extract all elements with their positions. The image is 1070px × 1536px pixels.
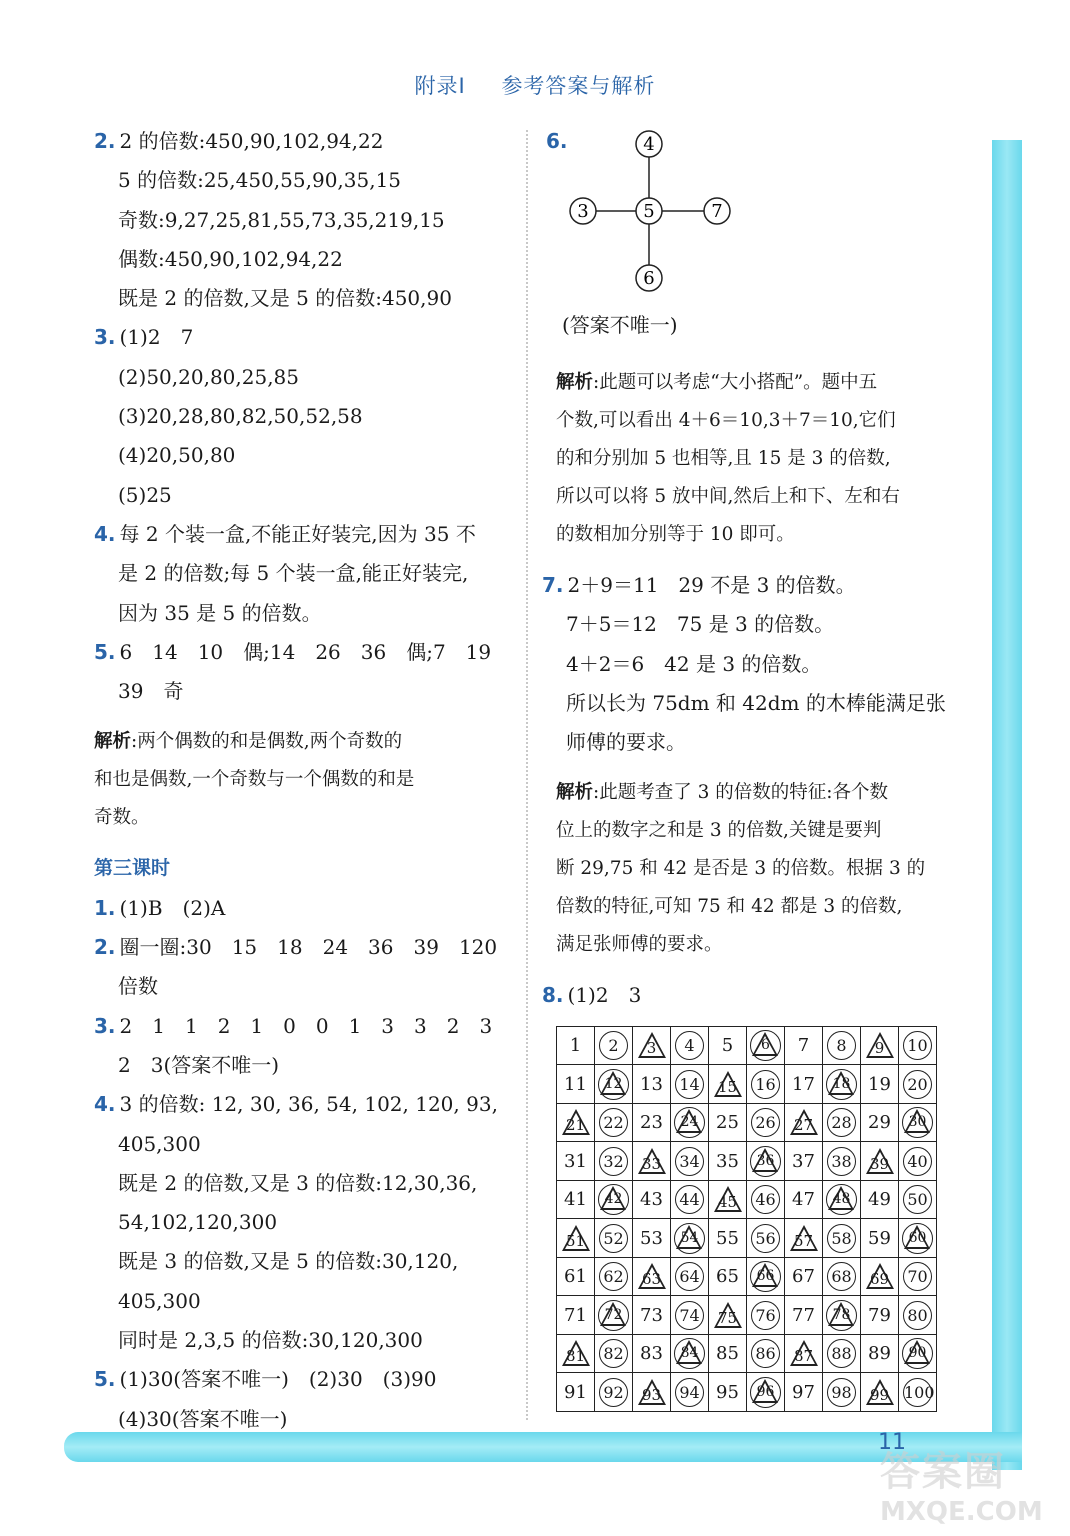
grid-cell	[899, 1180, 937, 1219]
circle-mark: 26	[751, 1108, 780, 1137]
plain-number: 1	[569, 1035, 582, 1057]
circle-mark: 46	[751, 1185, 780, 1214]
explanation-line: :此题考查了 3 的倍数的特征:各个数	[593, 782, 889, 804]
grid-cell	[633, 1065, 671, 1104]
grid-cell	[671, 1219, 709, 1258]
plain-number: 65	[716, 1266, 739, 1288]
answer-note: (答案不唯一)	[562, 313, 678, 337]
grid-cell	[557, 1026, 595, 1065]
circle-triangle-mark: 72	[598, 1300, 629, 1331]
grid-cell	[747, 1142, 785, 1181]
answer-line: 倍数	[118, 974, 158, 999]
answer-6	[546, 122, 966, 352]
triangle-mark: 99	[865, 1379, 895, 1406]
plain-number: 97	[792, 1381, 815, 1403]
header-title: 参考答案与解析	[501, 74, 656, 98]
grid-cell	[823, 1026, 861, 1065]
grid-cell	[671, 1373, 709, 1412]
plain-number: 37	[792, 1150, 815, 1172]
circle-triangle-mark: 84	[674, 1338, 705, 1369]
section-answer-5	[94, 1360, 514, 1439]
grid-cell	[823, 1103, 861, 1142]
appendix-label: 附录Ⅰ	[414, 74, 466, 98]
grid-cell	[671, 1257, 709, 1296]
grid-cell	[899, 1257, 937, 1296]
grid-cell	[709, 1334, 747, 1373]
plain-number: 11	[564, 1073, 587, 1095]
circle-triangle-mark: 60	[902, 1223, 933, 1254]
circle-mark: 68	[827, 1262, 856, 1291]
circle-mark: 74	[675, 1301, 704, 1330]
grid-cell	[823, 1219, 861, 1258]
grid-cell	[747, 1257, 785, 1296]
circle-triangle-mark: 48	[826, 1184, 857, 1215]
grid-cell	[861, 1296, 899, 1335]
grid-cell	[785, 1219, 823, 1258]
circle-mark: 40	[903, 1147, 932, 1176]
grid-cell	[785, 1026, 823, 1065]
grid-cell	[785, 1257, 823, 1296]
answer-line: 既是 3 的倍数,又是 5 的倍数:30,120,	[118, 1249, 459, 1274]
answer-8	[542, 976, 966, 1411]
grid-cell	[861, 1219, 899, 1258]
section-heading: 第三课时	[94, 857, 171, 880]
grid-cell	[595, 1065, 633, 1104]
circle-triangle-mark: 42	[598, 1184, 629, 1215]
explanation-line: 满足张师傅的要求。	[556, 934, 723, 956]
question-number: 8.	[542, 983, 564, 1008]
left-column	[94, 122, 514, 1439]
grid-cell	[633, 1103, 671, 1142]
grid-cell	[709, 1257, 747, 1296]
plain-number: 31	[564, 1150, 587, 1172]
grid-cell	[785, 1103, 823, 1142]
grid-cell	[557, 1219, 595, 1258]
answer-line: 2＋9＝11 29 不是 3 的倍数。	[567, 573, 856, 597]
grid-cell	[823, 1142, 861, 1181]
triangle-mark: 3	[637, 1032, 667, 1059]
grid-cell	[899, 1334, 937, 1373]
grid-cell	[557, 1142, 595, 1181]
plain-number: 59	[868, 1227, 891, 1249]
plain-number: 19	[868, 1073, 891, 1095]
grid-cell	[747, 1103, 785, 1142]
answer-7	[542, 566, 966, 762]
circle-triangle-mark: 30	[902, 1107, 933, 1138]
plain-number: 73	[640, 1304, 663, 1326]
grid-cell	[899, 1142, 937, 1181]
page-number: 11	[878, 1430, 906, 1455]
circle-mark: 88	[827, 1339, 856, 1368]
answer-line: 圈一圈:30 15 18 24 36 39 120	[119, 935, 498, 960]
circle-mark: 44	[675, 1185, 704, 1214]
answer-line: 因为 35 是 5 的倍数。	[118, 600, 322, 625]
grid-cell	[595, 1373, 633, 1412]
circle-mark: 2	[599, 1031, 628, 1060]
grid-cell	[861, 1026, 899, 1065]
answer-line: 既是 2 的倍数,又是 3 的倍数:12,30,36,	[118, 1170, 478, 1195]
grid-cell	[557, 1334, 595, 1373]
grid-cell	[899, 1026, 937, 1065]
plain-number: 35	[716, 1150, 739, 1172]
answer-line: (1)2 3	[567, 983, 642, 1008]
grid-cell	[595, 1257, 633, 1296]
circle-mark: 92	[599, 1378, 628, 1407]
answer-line: 405,300	[118, 1131, 201, 1156]
circle-mark: 62	[599, 1262, 628, 1291]
answer-line: 2 3(答案不唯一)	[118, 1052, 280, 1077]
grid-cell	[709, 1026, 747, 1065]
explanation-line: 所以可以将 5 放中间,然后上和下、左和右	[556, 486, 900, 507]
section-answer-1	[94, 889, 514, 928]
question-number: 5.	[94, 1367, 116, 1392]
answer-line: 39 奇	[118, 679, 184, 704]
grid-cell	[671, 1026, 709, 1065]
question-number: 3.	[94, 325, 116, 350]
question-number: 6.	[546, 129, 568, 153]
circle-mark: 50	[903, 1185, 932, 1214]
triangle-mark: 63	[637, 1263, 667, 1290]
answer-line: (1)B (2)A	[119, 895, 226, 920]
answer-line: 师傅的要求。	[566, 730, 686, 755]
answer-3	[94, 318, 514, 514]
circle-triangle-mark: 78	[826, 1300, 857, 1331]
grid-cell	[557, 1296, 595, 1335]
grid-cell	[595, 1296, 633, 1335]
answer-line: 54,102,120,300	[118, 1210, 278, 1235]
grid-cell	[633, 1334, 671, 1373]
answer-line: 所以长为 75dm 和 42dm 的木棒能满足张	[566, 690, 946, 715]
plain-number: 67	[792, 1266, 815, 1288]
triangle-mark: 9	[865, 1032, 895, 1059]
node-top: 4	[643, 134, 655, 155]
question-number: 2.	[94, 935, 116, 960]
plain-number: 47	[792, 1189, 815, 1211]
plain-number: 23	[640, 1112, 663, 1134]
circle-mark: 14	[675, 1070, 704, 1099]
explanation-line: :此题可以考虑“大小搭配”。题中五	[593, 372, 878, 393]
answer-line: (2)50,20,80,25,85	[118, 364, 300, 389]
grid-cell	[595, 1334, 633, 1373]
watermark-logo-text: 答案圈	[880, 1449, 1006, 1495]
triangle-mark: 21	[561, 1109, 591, 1136]
grid-cell	[633, 1026, 671, 1065]
section-answer-4	[94, 1085, 514, 1360]
circle-mark: 4	[675, 1031, 704, 1060]
explanation-line: 断 29,75 和 42 是否是 3 的倍数。根据 3 的	[556, 858, 926, 880]
plain-number: 71	[564, 1304, 587, 1326]
explanation-line: :两个偶数的和是偶数,两个奇数的	[131, 731, 403, 753]
triangle-mark: 27	[789, 1109, 819, 1136]
grid-cell	[633, 1296, 671, 1335]
explanation-line: 的和分别加 5 也相等,且 15 是 3 的倍数,	[556, 448, 891, 469]
answer-line: 4＋2＝6 42 是 3 的倍数。	[566, 651, 822, 676]
grid-cell	[823, 1180, 861, 1219]
answer-line: 405,300	[118, 1288, 201, 1313]
grid-cell	[709, 1219, 747, 1258]
column-divider	[526, 130, 528, 1420]
explanation-line: 奇数。	[94, 807, 150, 829]
explanation-6	[556, 364, 966, 554]
decorative-band-right	[992, 140, 1022, 1470]
explanation-line: 的数相加分别等于 10 即可。	[556, 524, 795, 545]
grid-cell	[747, 1219, 785, 1258]
explanation-line: 个数,可以看出 4＋6＝10,3＋7＝10,它们	[556, 410, 896, 431]
question-number: 4.	[94, 521, 116, 546]
grid-cell	[785, 1296, 823, 1335]
circle-mark: 38	[827, 1147, 856, 1176]
triangle-mark: 15	[713, 1071, 743, 1098]
circle-mark: 32	[599, 1147, 628, 1176]
plain-number: 41	[564, 1189, 587, 1211]
circle-mark: 52	[599, 1224, 628, 1253]
circle-mark: 8	[827, 1031, 856, 1060]
grid-cell	[861, 1065, 899, 1104]
circle-mark: 58	[827, 1224, 856, 1253]
plain-number: 17	[792, 1073, 815, 1095]
explanation-label: 解析	[556, 372, 594, 393]
circle-triangle-mark: 18	[826, 1069, 857, 1100]
circle-triangle-mark: 90	[902, 1338, 933, 1369]
question-number: 5.	[94, 639, 116, 664]
triangle-mark: 93	[637, 1379, 667, 1406]
circle-mark: 86	[751, 1339, 780, 1368]
watermark-url: MXQE.COM	[880, 1497, 1043, 1527]
answer-5	[94, 633, 514, 712]
explanation-line: 和也是偶数,一个奇数与一个偶数的和是	[94, 769, 415, 791]
plain-number: 89	[868, 1343, 891, 1365]
plain-number: 53	[640, 1227, 663, 1249]
answer-line: (4)20,50,80	[118, 443, 236, 468]
answer-line: 5 的倍数:25,450,55,90,35,15	[118, 168, 402, 193]
plain-number: 77	[792, 1304, 815, 1326]
grid-cell	[785, 1334, 823, 1373]
right-column	[542, 122, 966, 1412]
answer-line: 同时是 2,3,5 的倍数:30,120,300	[118, 1328, 423, 1353]
grid-cell	[633, 1373, 671, 1412]
grid-cell	[747, 1065, 785, 1104]
explanation-line: 位上的数字之和是 3 的倍数,关键是要判	[556, 820, 882, 842]
grid-cell	[899, 1296, 937, 1335]
explanation-7	[556, 774, 966, 964]
grid-cell	[747, 1373, 785, 1412]
answer-2	[94, 122, 514, 318]
cross-diagram	[566, 130, 766, 310]
circle-mark: 28	[827, 1108, 856, 1137]
plain-number: 55	[716, 1227, 739, 1249]
grid-cell	[709, 1065, 747, 1104]
circle-triangle-mark: 6	[750, 1030, 781, 1061]
grid-cell	[899, 1103, 937, 1142]
node-bottom: 6	[643, 268, 655, 289]
section-answer-2	[94, 928, 514, 1007]
grid-cell	[557, 1180, 595, 1219]
grid-cell	[861, 1103, 899, 1142]
grid-cell	[595, 1103, 633, 1142]
answer-line: (3)20,28,80,82,50,52,58	[118, 404, 363, 429]
plain-number: 61	[564, 1266, 587, 1288]
circle-mark: 94	[675, 1378, 704, 1407]
grid-cell	[861, 1334, 899, 1373]
answer-line: 3 的倍数: 12, 30, 36, 54, 102, 120, 93,	[119, 1092, 498, 1117]
plain-number: 5	[721, 1035, 734, 1057]
answer-line: 是 2 的倍数;每 5 个装一盒,能正好装完,	[118, 561, 469, 586]
circle-mark: 16	[751, 1070, 780, 1099]
grid-cell	[899, 1219, 937, 1258]
answer-4	[94, 515, 514, 633]
triangle-mark: 81	[561, 1340, 591, 1367]
grid-cell	[633, 1142, 671, 1181]
grid-cell	[709, 1373, 747, 1412]
grid-cell	[557, 1065, 595, 1104]
grid-cell	[595, 1180, 633, 1219]
question-number: 1.	[94, 895, 116, 920]
grid-cell	[785, 1373, 823, 1412]
grid-cell	[861, 1180, 899, 1219]
circle-mark: 22	[599, 1108, 628, 1137]
grid-cell	[671, 1180, 709, 1219]
grid-cell	[747, 1026, 785, 1065]
grid-cell	[595, 1142, 633, 1181]
circle-mark: 20	[903, 1070, 932, 1099]
triangle-mark: 51	[561, 1225, 591, 1252]
answer-line: 2 1 1 2 1 0 0 1 3 3 2 3	[119, 1013, 493, 1038]
explanation-1	[94, 723, 514, 837]
grid-cell	[709, 1142, 747, 1181]
circle-mark: 56	[751, 1224, 780, 1253]
triangle-mark: 33	[637, 1148, 667, 1175]
grid-cell	[709, 1296, 747, 1335]
grid-cell	[671, 1142, 709, 1181]
grid-cell	[823, 1334, 861, 1373]
plain-number: 49	[868, 1189, 891, 1211]
answer-line: 每 2 个装一盒,不能正好装完,因为 35 不	[119, 521, 476, 546]
grid-cell	[899, 1373, 937, 1412]
grid-cell	[823, 1065, 861, 1104]
grid-cell	[747, 1334, 785, 1373]
hundred-grid	[556, 1026, 937, 1412]
grid-cell	[747, 1180, 785, 1219]
triangle-mark: 87	[789, 1340, 819, 1367]
grid-cell	[747, 1296, 785, 1335]
explanation-line: 倍数的特征,可知 75 和 42 都是 3 的倍数,	[556, 896, 903, 918]
grid-cell	[861, 1257, 899, 1296]
plain-number: 7	[797, 1035, 810, 1057]
answer-line: 7＋5＝12 75 是 3 的倍数。	[566, 612, 835, 637]
plain-number: 43	[640, 1189, 663, 1211]
grid-cell	[671, 1296, 709, 1335]
circle-triangle-mark: 66	[750, 1261, 781, 1292]
explanation-label: 解析	[556, 782, 594, 804]
plain-number: 25	[716, 1112, 739, 1134]
circle-mark: 64	[675, 1262, 704, 1291]
node-left: 3	[577, 201, 589, 222]
grid-cell	[785, 1142, 823, 1181]
plain-number: 29	[868, 1112, 891, 1134]
triangle-mark: 39	[865, 1148, 895, 1175]
answer-line: 偶数:450,90,102,94,22	[118, 246, 343, 271]
circle-mark: 76	[751, 1301, 780, 1330]
grid-cell	[671, 1334, 709, 1373]
grid-cell	[861, 1373, 899, 1412]
explanation-label: 解析	[94, 731, 132, 753]
grid-cell	[709, 1180, 747, 1219]
plain-number: 83	[640, 1343, 663, 1365]
answer-line: (5)25	[118, 482, 172, 507]
grid-cell	[557, 1373, 595, 1412]
grid-cell	[823, 1257, 861, 1296]
question-number: 7.	[542, 573, 564, 597]
grid-cell	[861, 1142, 899, 1181]
grid-cell	[709, 1103, 747, 1142]
circle-triangle-mark: 96	[750, 1377, 781, 1408]
grid-cell	[785, 1065, 823, 1104]
question-number: 2.	[94, 129, 116, 153]
section-answer-3	[94, 1007, 514, 1086]
question-number: 3.	[94, 1013, 116, 1038]
circle-triangle-mark: 24	[674, 1107, 705, 1138]
grid-cell	[899, 1065, 937, 1104]
plain-number: 91	[564, 1381, 587, 1403]
answer-line: 2 的倍数:450,90,102,94,22	[119, 129, 384, 153]
triangle-mark: 75	[713, 1302, 743, 1329]
watermark	[880, 1440, 1060, 1530]
grid-cell	[671, 1065, 709, 1104]
triangle-mark: 57	[789, 1225, 819, 1252]
grid-cell	[785, 1180, 823, 1219]
grid-cell	[671, 1103, 709, 1142]
grid-cell	[595, 1026, 633, 1065]
plain-number: 79	[868, 1304, 891, 1326]
circle-triangle-mark: 12	[598, 1069, 629, 1100]
grid-cell	[595, 1219, 633, 1258]
answer-line: (1)30(答案不唯一) (2)30 (3)90	[119, 1367, 437, 1392]
answer-line: (1)2 7	[119, 325, 194, 350]
circle-triangle-mark: 54	[674, 1223, 705, 1254]
circle-mark: 100	[903, 1378, 932, 1407]
circle-triangle-mark: 36	[750, 1146, 781, 1177]
node-right: 7	[711, 201, 723, 222]
triangle-mark: 45	[713, 1186, 743, 1213]
circle-mark: 98	[827, 1378, 856, 1407]
circle-mark: 70	[903, 1262, 932, 1291]
grid-cell	[633, 1180, 671, 1219]
node-center: 5	[643, 201, 655, 222]
plain-number: 13	[640, 1073, 663, 1095]
answer-line: (4)30(答案不唯一)	[118, 1406, 288, 1431]
grid-cell	[557, 1257, 595, 1296]
answer-line: 6 14 10 偶;14 26 36 偶;7 19	[119, 639, 492, 664]
grid-cell	[823, 1296, 861, 1335]
plain-number: 95	[716, 1381, 739, 1403]
grid-cell	[633, 1219, 671, 1258]
circle-mark: 80	[903, 1301, 932, 1330]
answer-line: 奇数:9,27,25,81,55,73,35,219,15	[118, 207, 445, 232]
circle-mark: 10	[903, 1031, 932, 1060]
answer-line: 既是 2 的倍数,又是 5 的倍数:450,90	[118, 286, 452, 311]
grid-cell	[557, 1103, 595, 1142]
page-header	[0, 70, 1070, 100]
plain-number: 85	[716, 1343, 739, 1365]
circle-mark: 82	[599, 1339, 628, 1368]
question-number: 4.	[94, 1092, 116, 1117]
grid-cell	[633, 1257, 671, 1296]
circle-mark: 34	[675, 1147, 704, 1176]
triangle-mark: 69	[865, 1263, 895, 1290]
grid-cell	[823, 1373, 861, 1412]
